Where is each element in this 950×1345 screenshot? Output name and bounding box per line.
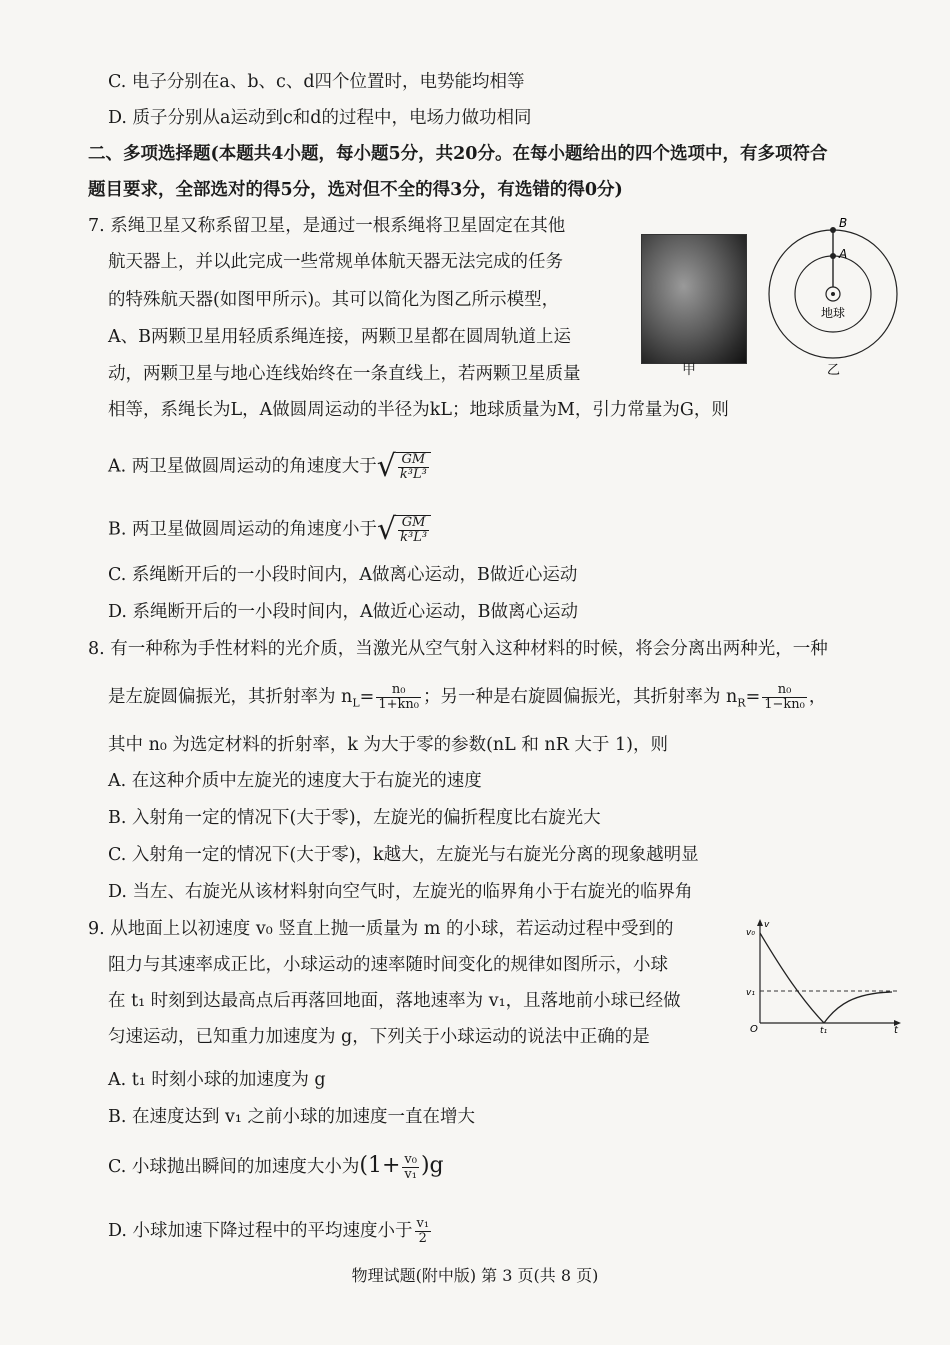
q7-option-a-text: A. 两卫星做圆周运动的角速度大于 [108, 456, 377, 477]
q7-option-d: D. 系绳断开后的一小段时间内，A做近心运动，B做离心运动 [108, 602, 579, 622]
satellite-b [830, 227, 836, 233]
fraction-v1-over-2: $\frac{\text{v₁}}{2}$ [416, 1216, 430, 1246]
q9-stem-line2: 阻力与其速率成正比，小球运动的速率随时间变化的规律如图所示，小球 [108, 955, 668, 975]
sqrt-gm-over-k3l3-b: √ $\frac{GM}{\text{k³L³}}$ [377, 515, 431, 545]
orbit-diagram [765, 212, 905, 382]
page-footer: 物理试题(附中版) 第 3 页(共 8 页) [351, 1266, 599, 1285]
sqrt-gm-over-k3l3-a: √ $\frac{GM}{\text{k³L³}}$ [377, 452, 431, 482]
q6-option-c: C. 电子分别在a、b、c、d四个位置时，电势能均相等 [108, 72, 525, 92]
q8-option-d: D. 当左、右旋光从该材料射向空气时，左旋光的临界角小于右旋光的临界角 [108, 882, 693, 902]
q7-stem-line6: 相等，系绳长为L，A做圆周运动的半径为kL；地球质量为M，引力常量为G，则 [108, 400, 729, 420]
q7-option-a [108, 449, 431, 484]
label-a: A [839, 247, 848, 261]
label-b: B [839, 216, 848, 230]
q9-stem-line4: 匀速运动，已知重力加速度为 g，下列关于小球运动的说法中正确的是 [108, 1027, 650, 1047]
satellite-a [830, 253, 836, 259]
section2-header-line1: 二、多项选择题(本题共4小题，每小题5分，共20分。在每小题给出的四个选项中，有多项符合 [88, 144, 828, 164]
fraction-nr: $\frac{\text{n₀}}{\text{1−kn₀}}$ [764, 682, 805, 712]
q7-option-b [108, 512, 431, 547]
q8-stem-line2: 是左旋圆偏振光，其折射率为 $n_L=$ $\frac{\text{n₀}}{\text{1+kn₀}}$ ；另一种是右旋圆偏振光，其折射率为 $n_R=$ $\frac{\text{n₀}}{\text{1−kn₀}}$ ， [108, 682, 827, 712]
label-t: t [894, 1025, 898, 1035]
label-earth: 地球 [821, 306, 846, 320]
label-v1: v₁ [746, 988, 755, 998]
q7-stem-line5: 动，两颗卫星与地心连线始终在一条直线上，若两颗卫星质量 [108, 364, 581, 384]
tethered-satellite-photo [641, 234, 747, 364]
fraction-v0-v1: $\frac{\text{v₀}}{\text{v₁}}$ [404, 1152, 417, 1182]
q7-stem-line3: 的特殊航天器(如图甲所示)。其可以简化为图乙所示模型， [108, 290, 560, 310]
q8-option-c: C. 入射角一定的情况下(大于零)，k越大，左旋光与右旋光分离的现象越明显 [108, 845, 699, 865]
q9-option-d: D. 小球加速下降过程中的平均速度小于 $\frac{\text{v₁}}{2}$ [108, 1216, 430, 1246]
rising-curve [760, 933, 824, 1023]
earth-center [831, 292, 835, 296]
q7-stem-line4: A、B两颗卫星用轻质系绳连接，两颗卫星都在圆周轨道上运 [108, 327, 571, 347]
q9-option-a: A. t₁ 时刻小球的加速度为 g [108, 1070, 326, 1090]
q8-stem-line1: 8. 有一种称为手性材料的光介质，当激光从空气射入这种材料的时候，将会分离出两种光，一种 [88, 639, 828, 659]
q7-option-b-text: B. 两卫星做圆周运动的角速度小于 [108, 519, 377, 540]
q8-stem-line3: 其中 n₀ 为选定材料的折射率，k 为大于零的参数(nL 和 nR 大于 1)，则 [108, 735, 668, 755]
q9-stem-line1: 9. 从地面上以初速度 v₀ 竖直上抛一质量为 m 的小球，若运动过程中受到的 [88, 919, 674, 939]
q8-option-b: B. 入射角一定的情况下(大于零)，左旋光的偏折程度比右旋光大 [108, 808, 601, 828]
q8-option-a: A. 在这种介质中左旋光的速度大于右旋光的速度 [108, 771, 482, 791]
q9-stem-line3: 在 t₁ 时刻到达最高点后再落回地面，落地速率为 v₁，且落地前小球已经做 [108, 991, 681, 1011]
q6-option-d: D. 质子分别从a运动到c和d的过程中，电场力做功相同 [108, 108, 532, 128]
label-v0: v₀ [746, 928, 755, 938]
q7-stem-line2: 航天器上，并以此完成一些常规单体航天器无法完成的任务 [108, 252, 563, 272]
q9-option-b: B. 在速度达到 v₁ 之前小球的加速度一直在增大 [108, 1107, 476, 1127]
section2-header-line2: 题目要求，全部选对的得5分，选对但不全的得3分，有选错的得0分) [88, 180, 623, 200]
figure-jia-label: 甲 [682, 362, 696, 378]
fraction-nl: $\frac{\text{n₀}}{\text{1+kn₀}}$ [378, 682, 419, 712]
q7-stem-line1: 7. 系绳卫星又称系留卫星，是通过一根系绳将卫星固定在其他 [88, 216, 566, 236]
figure-yi-label: 乙 [827, 363, 841, 378]
velocity-time-graph [742, 915, 907, 1035]
q7-option-c: C. 系绳断开后的一小段时间内，A做离心运动，B做近心运动 [108, 565, 578, 585]
v-axis-arrow [757, 919, 763, 926]
label-t1: t₁ [820, 1026, 828, 1035]
falling-curve [824, 992, 892, 1023]
label-v: v [764, 920, 770, 930]
q9-option-c: C. 小球抛出瞬间的加速度大小为(1+ $\frac{\text{v₀}}{\text{v₁}}$ )g [108, 1152, 444, 1182]
label-origin: O [750, 1024, 758, 1035]
